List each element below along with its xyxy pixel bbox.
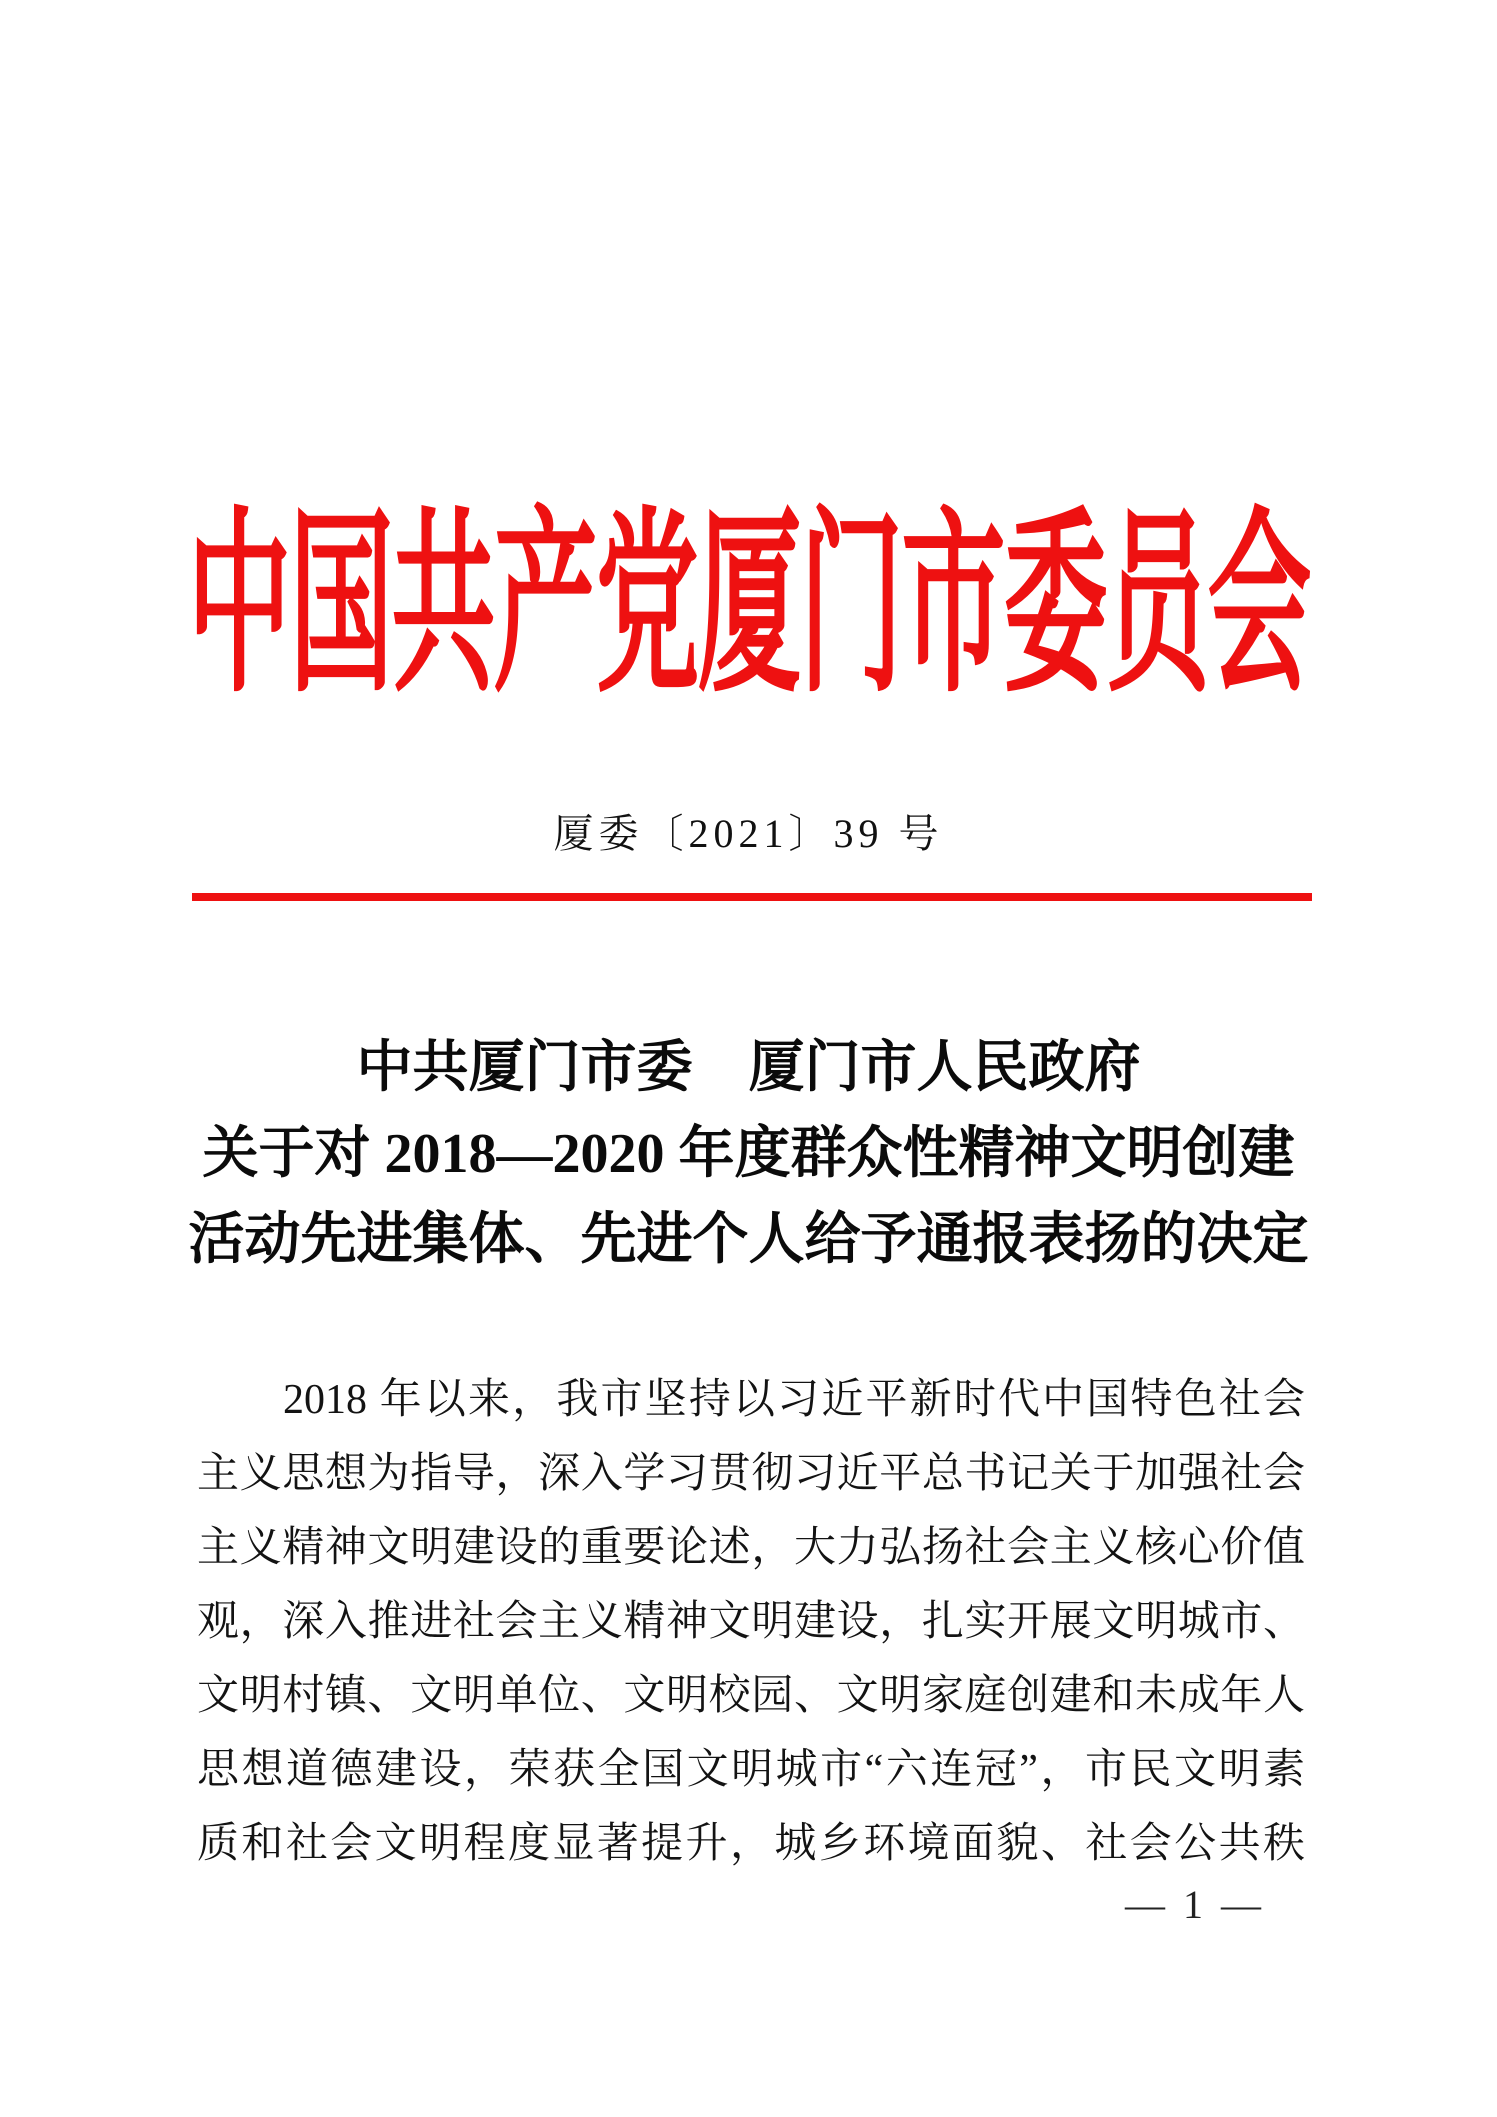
red-divider-rule bbox=[192, 893, 1312, 901]
body-paragraph bbox=[197, 1363, 1305, 1881]
body-line-6: 思想道德建设，荣获全国文明城市“六连冠”，市民文明素 bbox=[197, 1747, 1305, 1793]
masthead-title: 中国共产党厦门市委员会 bbox=[187, 497, 1310, 717]
document-title-line-3: 活动先进集体、先进个人给予通报表扬的决定 bbox=[188, 1209, 1309, 1271]
body-line-5: 文明村镇、文明单位、文明校园、文明家庭创建和未成年人 bbox=[197, 1673, 1305, 1719]
body-line-1: 2018 年以来，我市坚持以习近平新时代中国特色社会 bbox=[283, 1377, 1305, 1423]
body-line-2: 主义思想为指导，深入学习贯彻习近平总书记关于加强社会 bbox=[197, 1451, 1305, 1497]
page-number: — 1 — bbox=[1125, 1882, 1265, 1927]
document-title bbox=[0, 1025, 1497, 1283]
body-line-3: 主义精神文明建设的重要论述，大力弘扬社会主义核心价值 bbox=[197, 1525, 1305, 1571]
document-title-line-2: 关于对 2018—2020 年度群众性精神文明创建 bbox=[202, 1123, 1295, 1185]
doc-number: 厦委〔2021〕39 号 bbox=[553, 811, 944, 856]
body-line-4: 观，深入推进社会主义精神文明建设，扎实开展文明城市、 bbox=[197, 1599, 1305, 1645]
document-title-line-1: 中共厦门市委 厦门市人民政府 bbox=[356, 1037, 1141, 1099]
body-line-7: 质和社会文明程度显著提升，城乡环境面貌、社会公共秩 bbox=[197, 1821, 1305, 1867]
